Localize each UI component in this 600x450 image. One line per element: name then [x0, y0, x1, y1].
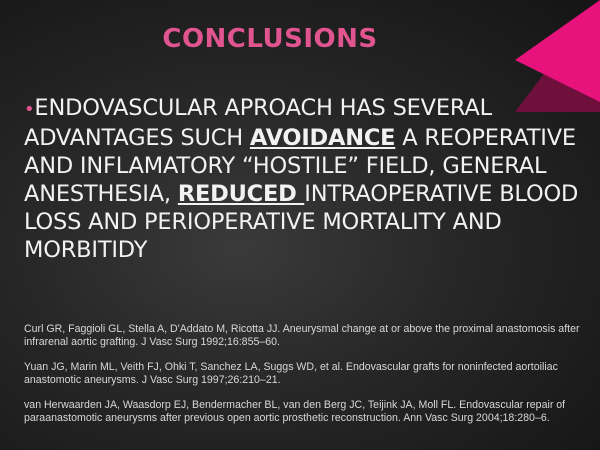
references — [24, 323, 584, 437]
bullet-icon: • — [24, 99, 35, 120]
slide-title: CONCLUSIONS — [162, 24, 378, 54]
conclusion-bullet — [24, 94, 584, 264]
reference-item: Yuan JG, Marin ML, Veith FJ, Ohki T, Sanchez LA, Suggs WD, et al. Endovascular grafts for noninfected aortoiliac anastomotic aneurysms. J Vasc Surg 1997;26:210–21. — [24, 361, 558, 386]
emphasis-avoidance: AVOIDANCE — [249, 125, 396, 151]
bullet-text-part-1: ENDOVASCULAR APROACH HAS SEVERAL ADVANTAGES SUCH — [24, 95, 492, 151]
emphasis-reduced: REDUCED — [177, 181, 305, 207]
reference-item: van Herwaarden JA, Waasdorp EJ, Bendermacher BL, van den Berg JC, Teijink JA, Moll FL. Endovascular repair of paraanastomotic aneurysms after previous open aortic prosthetic reconstruction. Ann Vasc Surg 2004;18:280–6. — [24, 399, 566, 424]
reference-item: Curl GR, Faggioli GL, Stella A, D'Addato M, Ricotta JJ. Aneurysmal change at or above the proximal anastomosis after infrarenal aortic grafting. J Vasc Surg 1992;16:855–60. — [24, 323, 580, 348]
bullet-text-part-2: A REOPERATIVE AND INFLAMATORY “HOSTILE” FIELD, GENERAL ANESTHESIA, — [24, 125, 576, 207]
bullet-text-part-3: INTRAOPERATIVE BLOOD LOSS AND PERIOPERATIVE MORTALITY AND MORBITIDY — [24, 181, 579, 263]
